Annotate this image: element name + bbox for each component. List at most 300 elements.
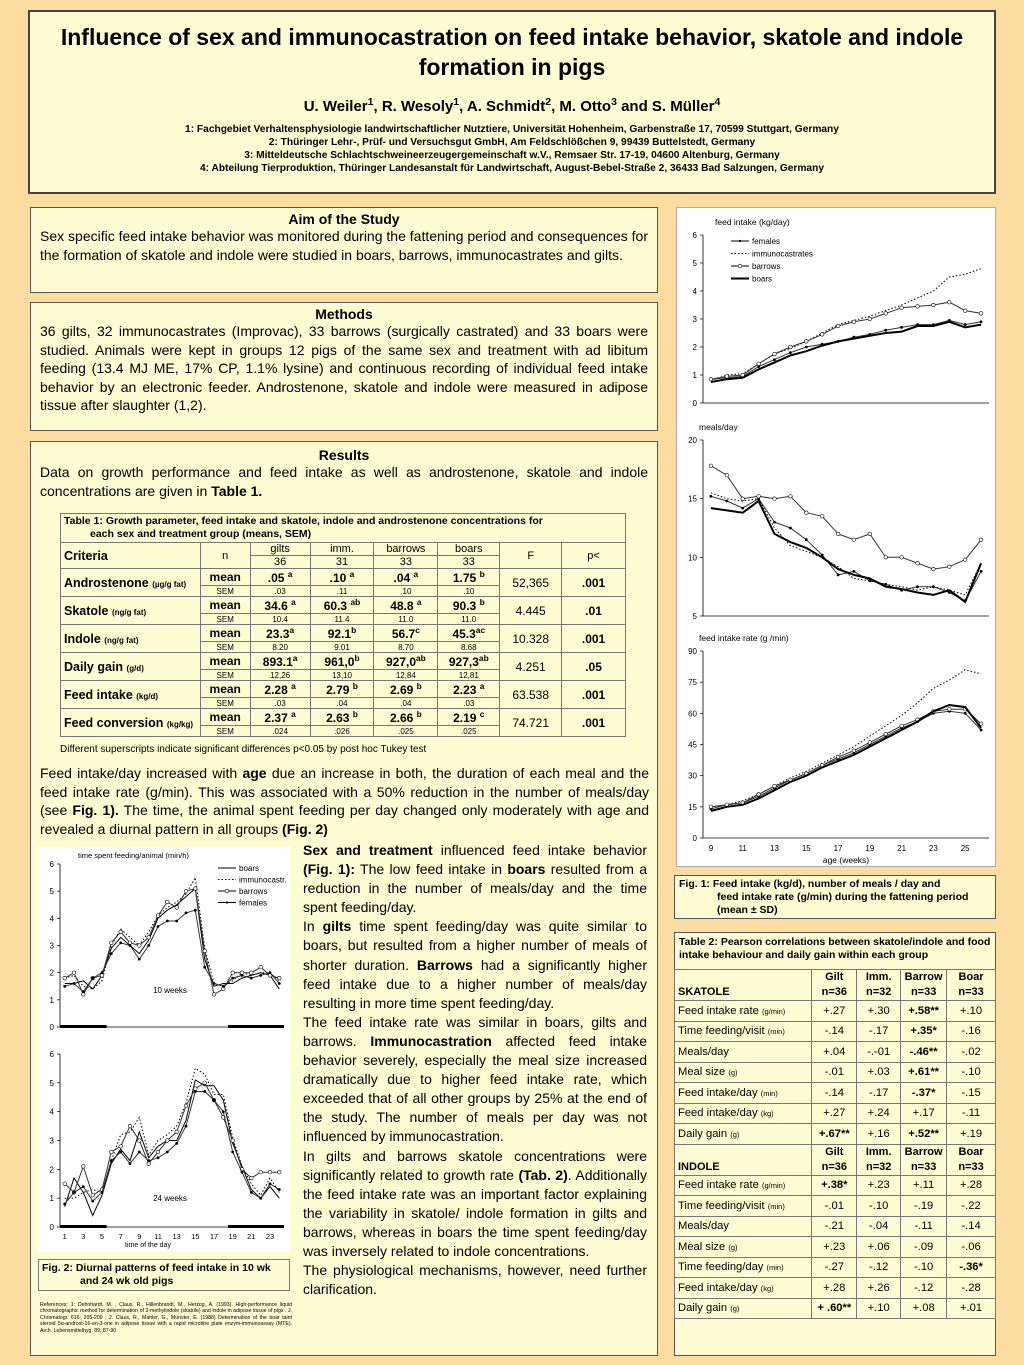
variable-unit: (kg): [760, 1109, 774, 1119]
y-tick-label: 0: [692, 834, 697, 843]
data-point: [980, 570, 982, 572]
fig1-subplot-3: [688, 633, 989, 865]
table2-col-header: [901, 1144, 947, 1175]
table2-variable: [675, 1001, 812, 1022]
variable-unit: (g): [728, 1242, 738, 1252]
correlation-value: +.23: [812, 1237, 857, 1258]
author-affiliation-mark: 1: [367, 96, 374, 108]
col-n: n=32: [866, 986, 892, 998]
para2-c: (Fig. 1):: [303, 861, 355, 878]
data-point: [120, 1151, 122, 1153]
data-point: [64, 1203, 66, 1205]
variable-unit: (kg): [760, 1283, 774, 1293]
affiliations: [30, 123, 994, 175]
x-tick-label: 19: [228, 1232, 237, 1241]
data-point: [250, 1176, 254, 1180]
mean-value: 90.3: [452, 599, 480, 613]
data-point: [709, 377, 713, 381]
para5-a: In gilts and barrows skatole concentrations were significantly related to growth rate: [303, 1147, 647, 1183]
data-point: [805, 539, 807, 541]
para1-text-e: The time, the animal spent feeding per day changed only moderately with age and revealed a diurnal pattern in all groups: [40, 802, 649, 837]
table1-mean-cell: [250, 709, 310, 726]
table2-row: [675, 1278, 996, 1299]
y-tick-label: 90: [688, 647, 697, 656]
correlation-value: +.28: [812, 1278, 857, 1299]
correlation-value: -.17: [857, 1021, 901, 1042]
legend-label: immunocastr.: [239, 875, 287, 885]
correlation-value: +.28: [947, 1175, 996, 1196]
y-tick-label: 60: [688, 709, 697, 719]
table1-mean-cell: [310, 625, 374, 642]
series-line-females: [711, 496, 981, 600]
table1-row: [61, 681, 626, 698]
data-point: [901, 326, 903, 328]
correlation-value: -.19: [901, 1196, 947, 1217]
data-point: [789, 352, 791, 354]
table2-row: [675, 1062, 996, 1083]
legend-label: immunocastrates: [752, 249, 813, 259]
table1-criterion: [61, 569, 201, 597]
data-point: [757, 362, 761, 366]
f-value: 52,365: [500, 569, 562, 597]
data-point: [853, 570, 855, 572]
mean-value: 927,0: [385, 655, 416, 669]
x-tick-label: 23: [265, 1232, 275, 1241]
data-point: [278, 982, 280, 984]
fig2-panel: [38, 847, 290, 1252]
y-tick-label: 2: [49, 1165, 54, 1175]
data-point: [742, 507, 744, 509]
data-point: [157, 925, 159, 927]
sem-value: .025: [374, 726, 438, 737]
significance-letter: a: [291, 709, 296, 719]
variable-unit: (min): [767, 1201, 785, 1211]
variable-name: Meals/day: [678, 1220, 729, 1233]
para1-text-c: due an increase in both, the duration of each meal and the feed intake rate (g/min). This was associated with a 50% reduction in the number of meals/day (see: [40, 765, 650, 818]
sem-value: 12,84: [374, 670, 438, 681]
x-tick-label: 3: [81, 1232, 86, 1241]
table2-row: [675, 1175, 996, 1196]
data-point: [166, 920, 168, 922]
data-point: [710, 495, 712, 497]
results-para4: [303, 1013, 647, 1147]
correlation-value: -.21: [812, 1216, 857, 1237]
data-point: [157, 1157, 159, 1159]
significance-letter: ac: [475, 625, 486, 635]
mean-value: 2.19: [453, 711, 480, 725]
col-group: Barrow: [904, 1145, 943, 1158]
table2-caption: Table 2: Pearson correlations between skatole/indole and food intake behaviour and daily gain within each group: [679, 936, 991, 961]
col-n: n=36: [821, 986, 847, 998]
sem-value: 11.0: [374, 614, 438, 625]
data-point: [73, 982, 75, 984]
y-tick-label: 0: [49, 1223, 54, 1232]
sem-value: .04: [374, 698, 438, 709]
correlation-value: +.38*: [812, 1175, 857, 1196]
data-point: [82, 1165, 86, 1169]
legend-label: barrows: [239, 887, 268, 896]
table2-variable: [675, 1083, 812, 1104]
y-tick-label: 5: [49, 887, 54, 897]
data-point: [741, 497, 745, 501]
series-line-immunocastrates: [711, 493, 981, 595]
correlation-value: -.-01: [857, 1042, 901, 1063]
table2-variable: [675, 1103, 812, 1124]
data-point: [900, 724, 904, 728]
sem-value: .024: [250, 726, 310, 737]
table2-col-header: [947, 1144, 996, 1175]
data-point: [101, 1191, 103, 1193]
mean-value: 2.63: [326, 711, 353, 725]
data-point: [725, 375, 729, 379]
data-point: [120, 942, 122, 944]
table2-row: [675, 1237, 996, 1258]
sem-label: SEM: [200, 614, 250, 625]
table2-variable: [675, 1298, 812, 1319]
correlation-value: -.11: [901, 1216, 947, 1237]
aim-section: [30, 207, 658, 293]
data-point: [138, 1139, 142, 1143]
affiliation-3: 3: Mitteldeutsche Schlachtschweineerzeugergemeinschaft w.V., Remsaer Str. 17-19, 04600 Altenburg, Germany: [244, 150, 780, 161]
table2-row: [675, 1001, 996, 1022]
fig1-chart: [677, 208, 997, 868]
series-line-barrows: [711, 466, 981, 569]
y-tick-label: 3: [692, 315, 697, 324]
x-tick-label: 23: [928, 844, 938, 853]
correlation-value: +.30: [857, 1001, 901, 1022]
results-para2: [303, 841, 647, 917]
data-point: [259, 1170, 263, 1174]
correlation-value: -.28: [947, 1278, 996, 1299]
legend-label: boars: [752, 274, 773, 284]
y-tick-label: 1: [49, 995, 54, 1005]
data-point: [868, 317, 872, 321]
fig1-subplot-1: [693, 217, 989, 408]
mean-value: .04: [393, 571, 414, 585]
data-point: [147, 1162, 151, 1166]
correlation-value: + .60**: [812, 1298, 857, 1319]
correlation-value: -.12: [901, 1278, 947, 1299]
table1-header-p: p<: [562, 543, 626, 569]
data-point: [166, 1151, 168, 1153]
series-line-females: [65, 1092, 280, 1204]
author-affiliation-mark: 3: [611, 96, 617, 108]
table2-section-label: [675, 970, 812, 1001]
para2-d: The low feed intake in: [354, 861, 508, 878]
table1-row: [61, 709, 626, 726]
y-tick-label: 5: [692, 612, 697, 621]
table2-row: [675, 1257, 996, 1278]
col-n: n=32: [866, 1160, 892, 1173]
sem-value: .03: [438, 698, 500, 709]
data-point: [820, 515, 824, 519]
data-point: [757, 495, 761, 499]
data-point: [184, 889, 188, 893]
significance-letter: b: [479, 569, 485, 579]
variable-unit: (g): [730, 1129, 740, 1139]
criterion-name: Androstenone: [64, 575, 149, 590]
table1-caption-line2: each sex and treatment group (means, SEM): [90, 528, 312, 540]
data-point: [260, 974, 262, 976]
correlation-value: -.37*: [901, 1083, 947, 1104]
legend-marker: [739, 240, 741, 242]
x-tick-label: 21: [897, 844, 907, 853]
x-tick-label: 9: [137, 1232, 142, 1241]
criterion-unit: (ng/g fat): [104, 635, 139, 645]
author-separator: ,: [373, 98, 382, 115]
correlation-value: +.27: [812, 1001, 857, 1022]
section-label-text: INDOLE: [678, 1160, 720, 1173]
series-line-immunocastrates: [711, 670, 981, 807]
mean-label: mean: [200, 653, 250, 670]
table1-mean-cell: [374, 597, 438, 614]
para3-d: Barrows: [416, 956, 473, 973]
methods-text: 36 gilts, 32 immunocastrates (Improvac), 33 barrows (surgically castrated) and 33 boars were studied. Animals were kept in groups 12 pigs of the same sex and treatment with ad libitum feeding (13.4 MJ ME, 17% CP, 1.1% lysine) and continuous recording of individual feed intake behavior by an electronic feeder. Androstenone, skatole and indole were measured in adipose tissue after slaughter (1,2).: [40, 323, 648, 413]
para2-b: influenced feed intake behavior: [432, 842, 647, 858]
data-point: [900, 306, 904, 310]
sem-value: .04: [310, 698, 374, 709]
data-point: [110, 953, 112, 955]
legend-label: boars: [239, 864, 260, 873]
mean-label: mean: [200, 625, 250, 642]
col-group: Boar: [958, 1145, 984, 1158]
table1-criterion: [61, 653, 201, 681]
data-point: [204, 1090, 206, 1092]
fig1-caption: [674, 875, 996, 919]
sem-value: .025: [438, 726, 500, 737]
subplot-title: meals/day: [699, 422, 738, 432]
table1-mean-cell: [374, 653, 438, 670]
variable-name: Time feeding/visit: [678, 1025, 765, 1038]
author-affiliation-mark: 1: [453, 96, 460, 108]
y-tick-label: 10: [688, 553, 697, 563]
data-point: [101, 972, 103, 974]
table1-mean-cell: [438, 597, 500, 614]
sem-label: SEM: [200, 586, 250, 597]
affiliation-4: 4: Abteilung Tierproduktion, Thüringer Landesanstalt für Landwirtschaft, August-Bebel-Straße 2, 36433 Bad Salzungen, Germany: [200, 163, 824, 174]
data-point: [138, 1151, 140, 1153]
correlation-value: -.27: [812, 1257, 857, 1278]
data-point: [110, 941, 114, 945]
data-point: [726, 500, 728, 502]
para5-c: . Additionally the feed intake rate was an important factor explaining the variability in skatole/ indole formation in gilts and barrows, whereas in boars the time spent feeding/day was inversely related to indole concentrations.: [303, 1166, 647, 1259]
table1-header-group: boars: [438, 543, 500, 556]
correlation-value: -.16: [947, 1021, 996, 1042]
sem-value: .11: [310, 586, 374, 597]
table1-mean-cell: [310, 569, 374, 586]
table1-criterion: [61, 709, 201, 737]
correlation-value: +.19: [947, 1124, 996, 1145]
mean-value: 2.66: [389, 711, 417, 725]
para4-a: The feed intake rate was similar in boars, gilts and barrows.: [303, 1013, 647, 1049]
y-tick-label: 3: [49, 941, 54, 951]
fig1-panel: [676, 207, 996, 867]
data-point: [900, 556, 904, 560]
data-point: [789, 527, 791, 529]
para3-c: time spent feeding/day was quite similar to boars, but resulted from a higher number of meals of shorter duration.: [303, 918, 647, 973]
variable-unit: (g): [728, 1068, 738, 1078]
para3-a: In: [303, 918, 323, 935]
mean-value: 48.8: [390, 599, 417, 613]
mean-value: 2.23: [453, 683, 480, 697]
results-intro: [40, 463, 648, 500]
data-point: [204, 966, 206, 968]
data-point: [278, 1170, 282, 1174]
sem-value: 12,26: [250, 670, 310, 681]
subplot-title: time spent feeding/animal (min/h): [78, 851, 189, 860]
author-affiliation-mark: 4: [714, 96, 721, 108]
data-point: [194, 1090, 196, 1092]
data-point: [963, 309, 967, 313]
data-point: [222, 987, 226, 991]
sem-value: 11.4: [310, 614, 374, 625]
correlation-value: +.67**: [812, 1124, 857, 1145]
author-name: R. Wesoly: [381, 98, 454, 115]
author-name: U. Weiler: [303, 98, 368, 115]
sem-value: 11.0: [438, 614, 500, 625]
fig2-subplot-1: [50, 851, 287, 1032]
correlation-value: -.09: [901, 1237, 947, 1258]
table1-caption-line1: Table 1: Growth parameter, feed intake and skatole, indole and androstenone concentrations for: [64, 515, 543, 527]
col-group: Boar: [958, 971, 984, 983]
data-point: [868, 741, 872, 745]
data-point: [91, 1194, 95, 1198]
data-point: [212, 993, 216, 997]
data-point: [757, 793, 761, 797]
significance-letter: b: [351, 625, 357, 635]
x-tick-label: 13: [172, 1232, 181, 1241]
data-point: [241, 1171, 243, 1173]
table1-grid: [60, 542, 626, 737]
col-n: n=33: [958, 1160, 984, 1173]
series-line-females: [711, 320, 981, 379]
table1-mean-cell: [250, 625, 310, 642]
y-tick-label: 4: [692, 287, 697, 296]
fig2-caption-line1: Fig. 2: Diurnal patterns of feed intake in 10 wk: [42, 1262, 271, 1274]
data-point: [773, 497, 777, 501]
fig1-caption-line3: (mean ± SD): [717, 904, 778, 916]
col-group: Gilt: [825, 971, 844, 983]
para2-e: boars: [507, 861, 546, 878]
author-name: A. Schmidt: [466, 98, 546, 115]
data-point: [269, 1183, 271, 1185]
correlation-value: -.02: [947, 1042, 996, 1063]
data-point: [203, 1081, 207, 1085]
fig2-chart: [38, 847, 290, 1252]
table1-mean-cell: [374, 625, 438, 642]
table1-ref: Table 1.: [211, 482, 263, 499]
p-value: .001: [562, 569, 626, 597]
data-point: [222, 985, 224, 987]
correlation-value: +.61**: [901, 1062, 947, 1083]
variable-name: Feed intake rate: [678, 1004, 759, 1017]
y-tick-label: 15: [688, 494, 697, 504]
para4-c: affected feed intake behavior severely, especially the meal size increased dramatically due to higher feed intake rate, which exceeded that of all other groups by 25% at the end of the study. The number of meals per day was not influenced by immunocastration.: [303, 1032, 647, 1145]
table2-col-header: [857, 1144, 901, 1175]
x-tick-label: 25: [960, 844, 970, 853]
sem-label: SEM: [200, 670, 250, 681]
data-point: [269, 972, 271, 974]
data-point: [64, 985, 66, 987]
col-group: Imm.: [865, 1145, 892, 1158]
y-tick-label: 5: [692, 259, 697, 268]
table1-mean-cell: [438, 653, 500, 670]
x-tick-label: 19: [865, 844, 875, 853]
data-point: [932, 567, 936, 571]
correlation-value: +.27: [812, 1103, 857, 1124]
author-name: M. Otto: [559, 98, 612, 115]
para2-f: resulted from a reduction in the number of meals/day and the time spent feeding/day.: [303, 861, 648, 916]
data-point: [932, 303, 936, 307]
correlation-value: +.58**: [901, 1001, 947, 1022]
data-point: [185, 912, 187, 914]
significance-letter: ab: [350, 597, 361, 607]
data-point: [231, 1139, 235, 1143]
table1-n-value: 36: [250, 556, 310, 569]
data-point: [232, 977, 234, 979]
fig1-subplot-2: [688, 422, 989, 621]
results-para5: [303, 1147, 647, 1262]
data-point: [884, 312, 888, 316]
data-point: [176, 920, 178, 922]
table1-mean-cell: [250, 569, 310, 586]
correlation-value: +.17: [901, 1103, 947, 1124]
correlation-value: +.06: [857, 1237, 901, 1258]
correlation-value: +.23: [857, 1175, 901, 1196]
table2-row: [675, 1216, 996, 1237]
table1-row: [61, 597, 626, 614]
correlation-value: -.01: [812, 1062, 857, 1083]
data-point: [836, 755, 840, 759]
correlation-value: -.14: [947, 1216, 996, 1237]
mean-value: 23.3: [266, 627, 290, 641]
data-point: [278, 1188, 280, 1190]
section-label-text: SKATOLE: [678, 986, 730, 998]
night-bar: [60, 1225, 107, 1228]
poster-header: [28, 10, 996, 194]
correlation-value: +.03: [857, 1062, 901, 1083]
table1-criterion: [61, 597, 201, 625]
correlation-value: +.35*: [901, 1021, 947, 1042]
data-point: [156, 914, 160, 918]
p-value: .01: [562, 597, 626, 625]
variable-name: Meal size: [678, 1066, 726, 1079]
table1-mean-cell: [310, 681, 374, 698]
variable-name: Time feeding/day: [678, 1261, 764, 1274]
mean-value: 34.6: [264, 599, 292, 613]
variable-name: Daily gain: [678, 1127, 728, 1140]
sem-value: 10.4: [250, 614, 310, 625]
correlation-value: -.15: [947, 1083, 996, 1104]
mean-value: 2.28: [264, 683, 292, 697]
sem-label: SEM: [200, 698, 250, 709]
table1-header-group: imm.: [310, 543, 374, 556]
correlation-value: -.10: [947, 1062, 996, 1083]
col-group: Barrow: [904, 971, 943, 983]
table1-header-group: gilts: [250, 543, 310, 556]
correlation-value: -.14: [812, 1021, 857, 1042]
table2-row: [675, 1298, 996, 1319]
table2-variable: [675, 1216, 812, 1237]
p-value: .05: [562, 653, 626, 681]
table2-col-header: [812, 970, 857, 1001]
x-tick-label: 11: [738, 844, 747, 853]
x-tick-label: 17: [209, 1232, 219, 1241]
data-point: [268, 1170, 272, 1174]
correlation-value: -.14: [812, 1083, 857, 1104]
para4-b: Immunocastration: [370, 1032, 492, 1049]
table1-mean-cell: [310, 597, 374, 614]
